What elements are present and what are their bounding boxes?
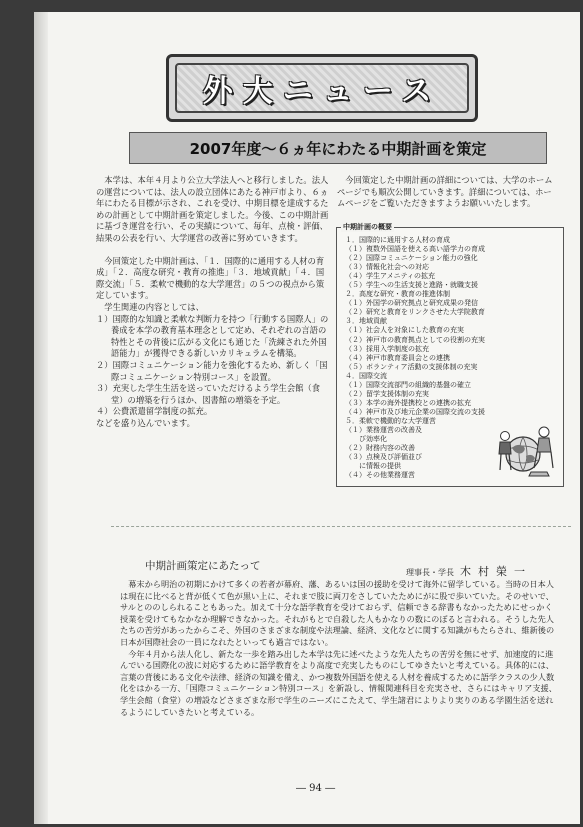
overview-item: （４）神戸市及び地元企業の国際交流の支援 xyxy=(345,407,485,416)
section-divider xyxy=(111,526,571,527)
article-paragraph: 幕末から明治の初期にかけて多くの若者が幕府、藩、あるいは国の援助を受けて海外に留学している。当時の日本人は現在に比べると背が低くて色が黒い上に、それまで肢に両刀をさしていたためにがに股で歩いていた。そのせいで、サルとののしられることもあった。加えて十分な語学教育を受けておらず、信頼できる辞書もなかったためにせっかく授業を受けてもなかなか理解できなかった。それがもとで自殺した人もかなりの数にのぼると言われる。そうした先人たちの苦労があったからこそ、外国のさまざまな制度や法理論、経済、文化などに関する知識がもたらされ、維新後の日本が国際社会の一員になれたといっても過言ではない。 xyxy=(120,579,555,647)
homepage-paragraph: 今回策定した中期計画の詳細については、大学のホームページでも順次公開していきます。詳細については、ホームページをご覧いただきますようお願いいたします。 xyxy=(337,175,553,209)
overview-item: １．国際的に通用する人材の育成 xyxy=(345,236,450,244)
overview-item: （１）業務運営の改善及 xyxy=(345,425,422,434)
overview-list xyxy=(345,236,495,480)
right-column xyxy=(337,175,559,210)
overview-item: （１）国際交流部門の組織的基盤の確立 xyxy=(345,380,471,389)
overview-item: （３）採用入学制度の拡充 xyxy=(345,344,429,353)
overview-item: び効率化 xyxy=(345,435,387,444)
overview-item: （２）国際コミュニケーション能力の強化 xyxy=(345,254,478,263)
overview-item: ５．柔軟で機動的な大学運営 xyxy=(345,416,436,425)
overview-item: に情報の提供 xyxy=(345,462,401,471)
overview-item: （２）財務内容の改善 xyxy=(345,444,415,453)
banner-title: 外大ニュース xyxy=(175,63,469,113)
overview-item: （２）研究と教育をリンクさせた大学院教育 xyxy=(345,308,485,317)
overview-item: （２）留学支援体制の充実 xyxy=(345,389,429,398)
author-role: 理事長・学長 xyxy=(406,568,454,577)
book-spine-shadow xyxy=(34,12,48,824)
student-item: １）国際的な知識と柔軟な判断力を持つ「行動する国際人」の養成を本学の教育基本理念として定め、それぞれの言語の特性とその背後に広がる文化にも通じた「洗練された外国語能力」が獲得できる新しいカリキュラムを構築。 xyxy=(96,313,329,359)
overview-item: （３）情報化社会への対応 xyxy=(345,263,429,272)
overview-item: （５）学生への生活支援と進路・就職支援 xyxy=(345,281,478,290)
overview-item: （４）その他業務運営 xyxy=(345,471,415,480)
overview-title: 中期計画の概要 xyxy=(343,223,392,231)
intro-paragraph: 本学は、本年４月より公立大学法人へと移行しました。法人の運営については、法人の設立団体にあたる神戸市より、６ヵ年にわたる目標が示され、これを受け、中期目標を達成するための計画として中期計画を策定しました。今後、この中期計画に基づき運営を行い、その実績について、毎年、点検・評価、結果の公表を行い、大学運営の改善に努めていきます。 xyxy=(96,175,329,243)
overview-item: ３．地域貢献 xyxy=(345,317,387,326)
article-byline xyxy=(406,563,532,579)
overview-item: （３）本学の海外提携校との連携の拡充 xyxy=(345,398,471,407)
overview-box xyxy=(336,223,564,487)
page-number: ― 94 ― xyxy=(296,783,336,794)
globe-students-illustration xyxy=(495,418,557,478)
viewpoints-paragraph: 今回策定した中期計画は、「１．国際的に通用する人材の育成」「２．高度な研究・教育の推進」「３．地域貢献」「４．国際交流」「５．柔軟で機動的な大学運営」の５つの視点から策定しています。 xyxy=(96,255,325,301)
overview-item: （１）複数外国語を使える高い語学力の育成 xyxy=(345,245,485,254)
article-title: 中期計画策定にあたって xyxy=(145,560,261,572)
left-column xyxy=(96,175,330,429)
overview-item: （１）外国学の研究拠点と研究成果の発信 xyxy=(345,299,478,308)
overview-item: （１）社会人を対象にした教育の充実 xyxy=(345,326,464,335)
student-item: ４）公費派遣留学制度の拡充。 xyxy=(96,406,213,417)
page xyxy=(34,12,580,824)
student-intro: 学生関連の内容としては、 xyxy=(104,301,204,312)
overview-item: ４．国際交流 xyxy=(345,371,387,380)
student-item: ３）充実した学生生活を送っていただけるよう学生会館（食堂）の増築を行うほか、図書館の増築を予定。 xyxy=(96,383,321,405)
article-body xyxy=(120,579,560,718)
headline: 2007年度～６ヵ年にわたる中期計画を策定 xyxy=(129,132,547,164)
closing-line: などを盛り込んでいます。 xyxy=(96,417,195,428)
overview-item: （４）神戸市教育委員会との連携 xyxy=(345,353,450,362)
section-banner xyxy=(166,54,478,122)
student-item: ２）国際コミュニケーション能力を強化するため、新しく「国際コミュニケーション特別コース」を設置。 xyxy=(96,359,328,382)
overview-item: （２）神戸市の教育拠点としての役割の充実 xyxy=(345,335,485,344)
overview-item: （３）点検及び評価並び xyxy=(345,453,422,462)
overview-item: ２．高度な研究・教育の推進体制 xyxy=(345,290,450,299)
author-name: 木村榮一 xyxy=(460,565,532,578)
overview-item: （５）ボランティア活動の支援体制の充実 xyxy=(345,362,478,371)
article-paragraph: 今年４月から法人化し、新たな一歩を踏み出した本学は先に述べたような先人たちの苦労を無にせず、加速度的に進んでいる国際化の波に対応するために語学教育をより高度で充実したものにしてゆきたいと考えている。具体的には、言葉の背後にある文化や法律、経済の知識を備え、かつ複数外国語を使える人材を養成するために語学クラスの少人数化をはかる一方、「国際コミュニケーション特別コース」を新設し、情報関連科目を充実させ、さらにはキャリア支援、学生会館（食堂）の増設などさまざまな形で学生のニーズにこたえて、学生諸君によりより実りのある学園生活を送れるようにしていきたいと考えている。 xyxy=(120,648,557,717)
overview-item: （４）学生アメニティの拡充 xyxy=(345,272,436,281)
